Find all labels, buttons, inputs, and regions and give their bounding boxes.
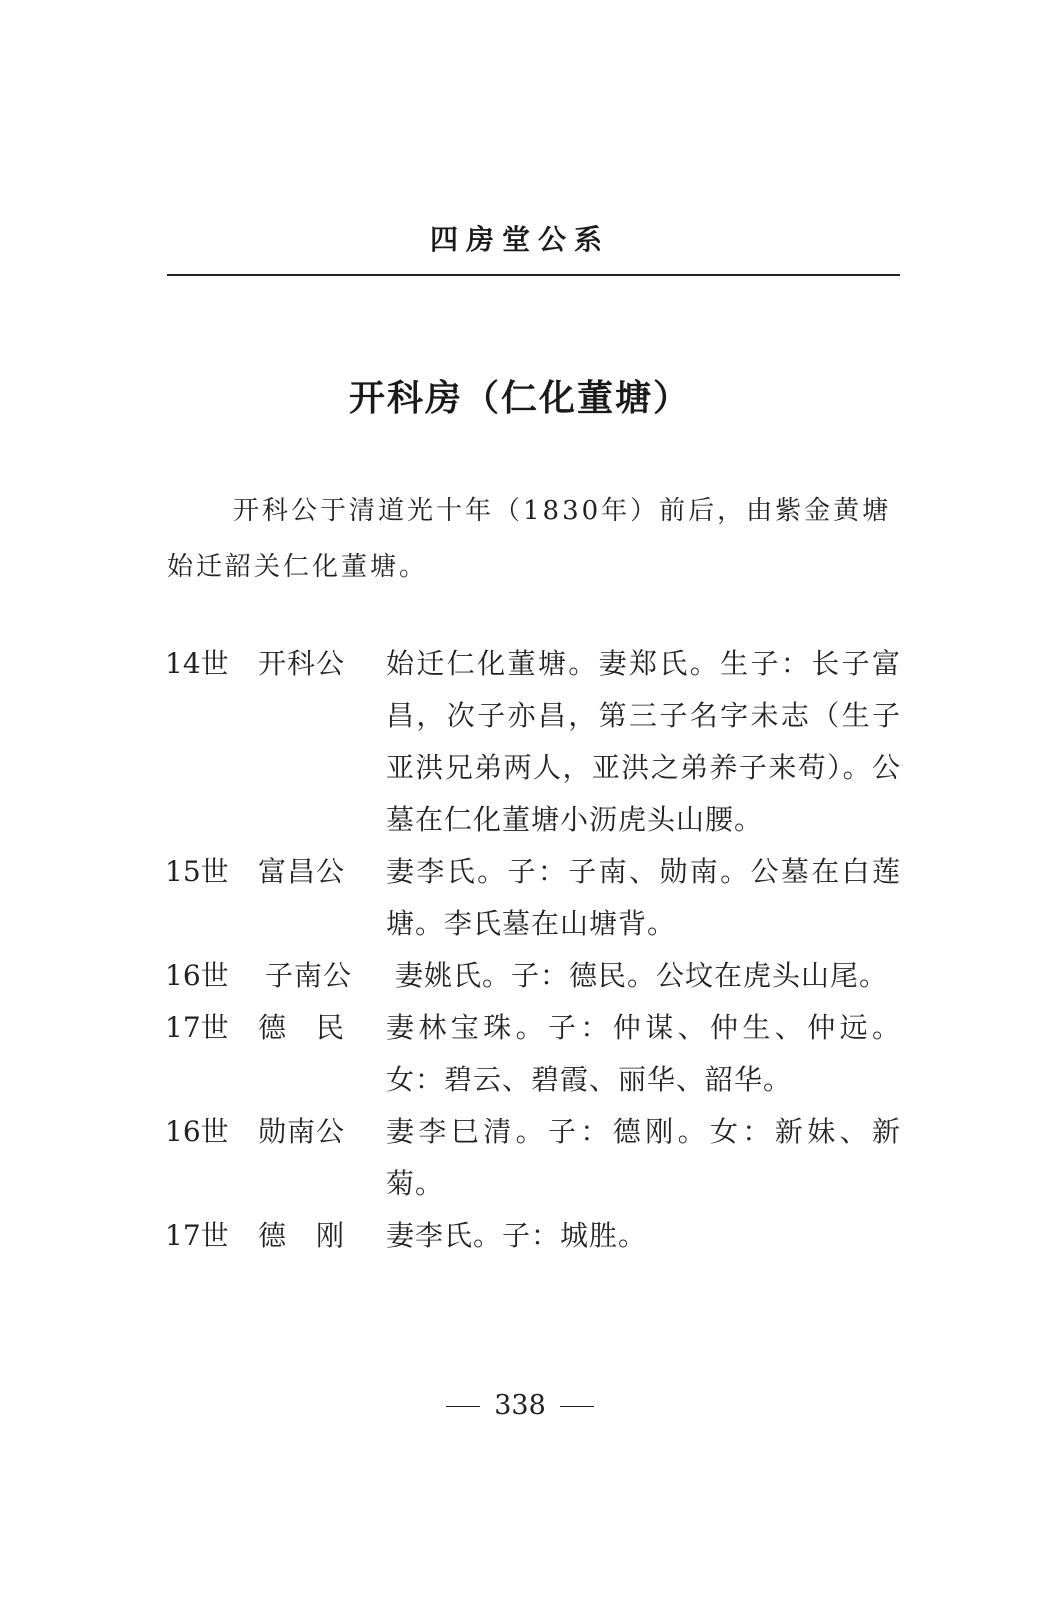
record-generation: 17世	[165, 1219, 229, 1252]
record-generation: 14世	[165, 647, 229, 680]
record-name: 勋南公	[258, 1115, 346, 1148]
section-title: 开科房（仁化董塘）	[348, 377, 691, 419]
running-header: 四房堂公系	[429, 223, 610, 256]
record-name: 开科公	[258, 647, 346, 680]
record-text: 妻李氏。子：城胜。	[386, 1219, 648, 1252]
header-rule	[167, 274, 900, 276]
record-generation: 16世	[165, 959, 229, 992]
genealogy-record	[165, 638, 905, 846]
record-name: 富昌公	[258, 855, 346, 888]
genealogy-record	[165, 950, 905, 1002]
genealogy-record	[165, 1210, 905, 1262]
record-text: 妻姚氏。子：德民。公坟在虎头山尾。	[395, 959, 889, 992]
genealogy-records	[165, 638, 905, 1262]
genealogy-record	[165, 1106, 905, 1210]
genealogy-record	[165, 1002, 905, 1106]
dash-right	[560, 1406, 594, 1407]
record-name: 子南公	[265, 959, 353, 992]
record-text: 妻李氏。子：子南、勋南。公墓在白莲塘。李氏墓在山塘背。	[386, 855, 901, 940]
intro-paragraph: 开科公于清道光十年（1830年）前后，由紫金黄塘始迁韶关仁化董塘。	[167, 496, 892, 582]
page-number-text: 338	[494, 1390, 546, 1421]
dash-left	[446, 1406, 480, 1407]
record-text: 妻李巳清。子：德刚。女：新妹、新菊。	[386, 1115, 901, 1200]
record-generation: 17世	[165, 1011, 229, 1044]
record-text: 妻林宝珠。子：仲谋、仲生、仲远。女：碧云、碧霞、丽华、韶华。	[386, 1011, 901, 1096]
record-text: 始迁仁化董塘。妻郑氏。生子：长子富昌，次子亦昌，第三子名字未志（生子亚洪兄弟两人，亚洪之弟养子来苟）。公墓在仁化董塘小沥虎头山腰。	[386, 647, 901, 836]
record-name: 德 民	[258, 1011, 346, 1044]
record-generation: 15世	[165, 855, 229, 888]
record-name: 德 刚	[258, 1219, 346, 1252]
page-number	[0, 1390, 1040, 1421]
genealogy-record	[165, 846, 905, 950]
record-generation: 16世	[165, 1115, 229, 1148]
